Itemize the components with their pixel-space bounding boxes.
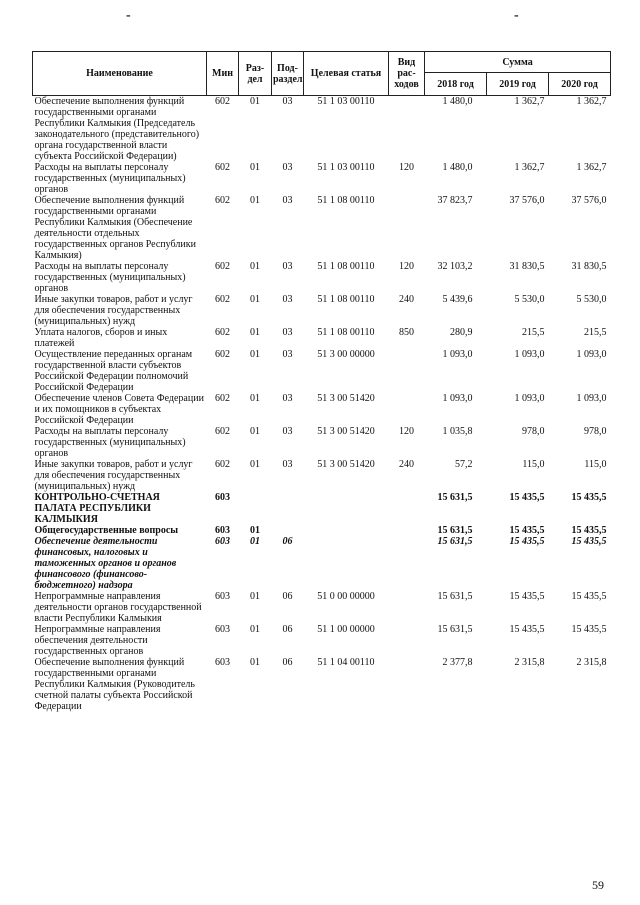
cell-2018: 1 035,8 bbox=[442, 426, 473, 437]
cell-2018: 32 103,2 bbox=[437, 261, 473, 272]
cell-min: 602 bbox=[215, 195, 230, 206]
cell-podrazdel: 03 bbox=[282, 261, 293, 272]
cell-razdel: 01 bbox=[250, 657, 260, 668]
cell-2020: 1 093,0 bbox=[576, 349, 607, 360]
cell-min: 602 bbox=[215, 393, 230, 404]
cell-vid: 120 bbox=[399, 426, 414, 437]
header-target: Целевая статья bbox=[304, 52, 389, 96]
cell-name: Уплата налогов, сборов и иных платежей bbox=[34, 327, 168, 349]
cell-target: 51 1 08 00110 bbox=[317, 195, 375, 206]
header-podrazdel: Под-раздел bbox=[272, 52, 304, 96]
cell-min: 602 bbox=[215, 162, 230, 173]
cell-2018: 280,9 bbox=[450, 327, 473, 338]
cell-target bbox=[304, 525, 389, 536]
cell-name: Обеспечение выполнения функций государственными органами Республики Калмыкия (Председатель законодательного (представительного) органа государственной власти субъекта Российской Федерации) bbox=[34, 96, 200, 162]
cell-target: 51 1 03 00110 bbox=[317, 162, 375, 173]
cell-podrazdel bbox=[272, 492, 304, 525]
cell-target: 51 1 08 00110 bbox=[317, 327, 375, 338]
header-razdel: Раз-дел bbox=[239, 52, 272, 96]
cell-2019: 15 435,5 bbox=[509, 536, 545, 547]
cell-name: Обеспечение выполнения функций государственными органами Республики Калмыкия (Руководитель счетной палаты субъекта Российской Федерации bbox=[34, 657, 195, 712]
cell-target: 51 1 04 00110 bbox=[317, 657, 375, 668]
cell-vid: 240 bbox=[399, 459, 414, 470]
cell-2018: 15 631,5 bbox=[437, 536, 473, 547]
cell-2019: 5 530,0 bbox=[514, 294, 545, 305]
cell-name: Иные закупки товаров, работ и услуг для обеспечения государственных (муниципальных) нужд bbox=[34, 294, 193, 327]
cell-min: 603 bbox=[215, 591, 230, 602]
cell-razdel: 01 bbox=[250, 525, 260, 536]
table-body bbox=[33, 96, 611, 713]
cell-2020: 15 435,5 bbox=[571, 492, 607, 503]
cell-razdel bbox=[239, 492, 272, 525]
cell-podrazdel: 06 bbox=[282, 657, 293, 668]
cell-target: 51 3 00 51420 bbox=[317, 426, 375, 437]
cell-razdel: 01 bbox=[250, 327, 260, 338]
cell-podrazdel: 03 bbox=[282, 195, 293, 206]
table-header bbox=[33, 52, 611, 96]
cell-name: Общегосударственные вопросы bbox=[34, 525, 179, 536]
cell-vid bbox=[389, 96, 425, 163]
cell-2020: 5 530,0 bbox=[576, 294, 607, 305]
cell-razdel: 01 bbox=[250, 294, 260, 305]
cell-2018: 15 631,5 bbox=[437, 591, 473, 602]
cell-vid bbox=[389, 536, 425, 591]
cell-min: 603 bbox=[215, 624, 230, 635]
cell-min: 602 bbox=[215, 261, 230, 272]
cell-2019: 1 093,0 bbox=[514, 393, 545, 404]
cell-vid bbox=[389, 525, 425, 536]
cell-2020: 1 362,7 bbox=[576, 162, 607, 173]
cell-name: Иные закупки товаров, работ и услуг для обеспечения государственных (муниципальных) нужд bbox=[34, 459, 193, 492]
cell-name: Осуществление переданных органам государственной власти субъектов Российской Федерации полномочий Российской Федерации bbox=[34, 349, 193, 393]
cell-name: КОНТРОЛЬНО-СЧЕТНАЯ ПАЛАТА РЕСПУБЛИКИ КАЛМЫКИЯ bbox=[34, 492, 160, 525]
cell-2019: 115,0 bbox=[522, 459, 545, 470]
cell-2018: 15 631,5 bbox=[437, 525, 473, 536]
cell-name: Обеспечение выполнения функций государственными органами Республики Калмыкия (Обеспечение деятельности отдельных государственных органов Республики Калмыкия) bbox=[34, 195, 196, 261]
cell-podrazdel: 06 bbox=[282, 591, 293, 602]
cell-2020: 37 576,0 bbox=[571, 195, 607, 206]
cell-min: 602 bbox=[215, 459, 230, 470]
cell-vid bbox=[389, 591, 425, 624]
cell-razdel: 01 bbox=[250, 162, 260, 173]
cell-2020: 978,0 bbox=[584, 426, 607, 437]
cell-2019: 1 093,0 bbox=[514, 349, 545, 360]
cell-podrazdel: 03 bbox=[282, 393, 293, 404]
cell-name: Расходы на выплаты персоналу государственных (муниципальных) органов bbox=[34, 162, 186, 195]
cell-2019: 31 830,5 bbox=[509, 261, 545, 272]
cell-min: 602 bbox=[215, 96, 230, 107]
table-row bbox=[33, 492, 611, 525]
table-row bbox=[33, 459, 611, 492]
header-2018: 2018 год bbox=[425, 73, 487, 96]
cell-2019: 1 362,7 bbox=[514, 96, 545, 107]
header-2020: 2020 год bbox=[549, 73, 611, 96]
cell-podrazdel: 03 bbox=[282, 349, 293, 360]
cell-name: Обеспечение деятельности финансовых, налоговых и таможенных органов и органов финансового (финансово-бюджетного) надзора bbox=[34, 536, 177, 591]
cell-2019: 15 435,5 bbox=[509, 492, 545, 503]
cell-vid bbox=[389, 657, 425, 712]
cell-2020: 1 362,7 bbox=[576, 96, 607, 107]
table-row bbox=[33, 536, 611, 591]
table-row bbox=[33, 96, 611, 163]
cell-name: Обеспечение членов Совета Федерации и их помощников в субъектах Российской Федерации bbox=[34, 393, 204, 426]
table-row bbox=[33, 162, 611, 195]
cell-2020: 31 830,5 bbox=[571, 261, 607, 272]
cell-name: Расходы на выплаты персоналу государственных (муниципальных) органов bbox=[34, 426, 186, 459]
table-row bbox=[33, 624, 611, 657]
table-row bbox=[33, 195, 611, 261]
cell-podrazdel: 03 bbox=[282, 426, 293, 437]
cell-vid bbox=[389, 349, 425, 393]
cell-target: 51 3 00 51420 bbox=[317, 393, 375, 404]
cell-2019: 1 362,7 bbox=[514, 162, 545, 173]
table-row bbox=[33, 349, 611, 393]
cell-vid: 240 bbox=[399, 294, 414, 305]
header-name: Наименование bbox=[33, 52, 207, 96]
cell-razdel: 01 bbox=[250, 349, 260, 360]
table-row bbox=[33, 657, 611, 712]
cell-vid bbox=[389, 624, 425, 657]
cell-2020: 15 435,5 bbox=[571, 525, 607, 536]
cell-target: 51 1 03 00110 bbox=[317, 96, 375, 107]
cell-razdel: 01 bbox=[250, 195, 260, 206]
cell-2018: 1 093,0 bbox=[442, 349, 473, 360]
cell-podrazdel: 03 bbox=[282, 459, 293, 470]
cell-2019: 978,0 bbox=[522, 426, 545, 437]
table-row bbox=[33, 294, 611, 327]
cell-vid bbox=[389, 195, 425, 261]
cell-vid: 850 bbox=[399, 327, 414, 338]
cell-name: Непрограммные направления обеспечения деятельности государственных органов bbox=[34, 624, 161, 657]
cell-min: 602 bbox=[215, 426, 230, 437]
cell-name: Расходы на выплаты персоналу государственных (муниципальных) органов bbox=[34, 261, 186, 294]
header-dash-right: - bbox=[514, 8, 519, 23]
header-summa: Сумма bbox=[425, 52, 611, 73]
table-row bbox=[33, 327, 611, 349]
cell-2020: 2 315,8 bbox=[576, 657, 607, 668]
cell-target: 51 3 00 00000 bbox=[317, 349, 375, 360]
cell-2018: 2 377,8 bbox=[442, 657, 473, 668]
cell-min: 602 bbox=[215, 327, 230, 338]
table-row bbox=[33, 591, 611, 624]
cell-razdel: 01 bbox=[250, 96, 260, 107]
cell-razdel: 01 bbox=[250, 459, 260, 470]
cell-target bbox=[304, 536, 389, 591]
cell-2018: 15 631,5 bbox=[437, 624, 473, 635]
cell-podrazdel: 03 bbox=[282, 294, 293, 305]
cell-2020: 115,0 bbox=[584, 459, 607, 470]
cell-min: 603 bbox=[215, 492, 230, 503]
cell-target: 51 3 00 51420 bbox=[317, 459, 375, 470]
cell-podrazdel: 03 bbox=[282, 96, 293, 107]
cell-min: 602 bbox=[215, 349, 230, 360]
cell-podrazdel bbox=[272, 525, 304, 536]
cell-2019: 15 435,5 bbox=[509, 624, 545, 635]
cell-2019: 215,5 bbox=[522, 327, 545, 338]
cell-2018: 1 480,0 bbox=[442, 96, 473, 107]
cell-2018: 37 823,7 bbox=[437, 195, 473, 206]
cell-podrazdel: 06 bbox=[282, 536, 293, 547]
cell-razdel: 01 bbox=[250, 426, 260, 437]
cell-2020: 1 093,0 bbox=[576, 393, 607, 404]
budget-table bbox=[32, 51, 611, 712]
cell-2020: 15 435,5 bbox=[571, 536, 607, 547]
cell-target: 51 1 08 00110 bbox=[317, 294, 375, 305]
header-dash-left: - bbox=[126, 8, 131, 23]
cell-podrazdel: 03 bbox=[282, 327, 293, 338]
cell-podrazdel: 03 bbox=[282, 162, 293, 173]
cell-min: 603 bbox=[215, 525, 230, 536]
header-min: Мин bbox=[207, 52, 239, 96]
cell-target: 51 1 00 00000 bbox=[317, 624, 375, 635]
cell-vid: 120 bbox=[399, 162, 414, 173]
cell-target bbox=[304, 492, 389, 525]
cell-target: 51 0 00 00000 bbox=[317, 591, 375, 602]
table-row bbox=[33, 393, 611, 426]
cell-2020: 215,5 bbox=[584, 327, 607, 338]
cell-2019: 2 315,8 bbox=[514, 657, 545, 668]
table-row bbox=[33, 525, 611, 536]
cell-2018: 57,2 bbox=[455, 459, 473, 470]
cell-podrazdel: 06 bbox=[282, 624, 293, 635]
header-2019: 2019 год bbox=[487, 73, 549, 96]
cell-vid: 120 bbox=[399, 261, 414, 272]
cell-2019: 15 435,5 bbox=[509, 591, 545, 602]
table-row bbox=[33, 426, 611, 459]
cell-2019: 15 435,5 bbox=[509, 525, 545, 536]
cell-razdel: 01 bbox=[250, 393, 260, 404]
cell-2020: 15 435,5 bbox=[571, 591, 607, 602]
cell-name: Непрограммные направления деятельности органов государственной власти Республики Калмыкия bbox=[34, 591, 202, 624]
cell-2020: 15 435,5 bbox=[571, 624, 607, 635]
cell-min: 602 bbox=[215, 294, 230, 305]
table-row bbox=[33, 261, 611, 294]
cell-vid bbox=[389, 492, 425, 525]
page-number: 59 bbox=[592, 878, 604, 892]
cell-2018: 15 631,5 bbox=[437, 492, 473, 503]
cell-2019: 37 576,0 bbox=[509, 195, 545, 206]
cell-razdel: 01 bbox=[250, 624, 260, 635]
cell-2018: 1 480,0 bbox=[442, 162, 473, 173]
cell-vid bbox=[389, 393, 425, 426]
cell-min: 603 bbox=[215, 536, 230, 547]
cell-razdel: 01 bbox=[250, 261, 260, 272]
header-vid: Вид рас-ходов bbox=[389, 52, 425, 96]
cell-2018: 1 093,0 bbox=[442, 393, 473, 404]
cell-razdel: 01 bbox=[250, 591, 260, 602]
cell-2018: 5 439,6 bbox=[442, 294, 473, 305]
cell-min: 603 bbox=[215, 657, 230, 668]
cell-razdel: 01 bbox=[250, 536, 260, 547]
cell-target: 51 1 08 00110 bbox=[317, 261, 375, 272]
